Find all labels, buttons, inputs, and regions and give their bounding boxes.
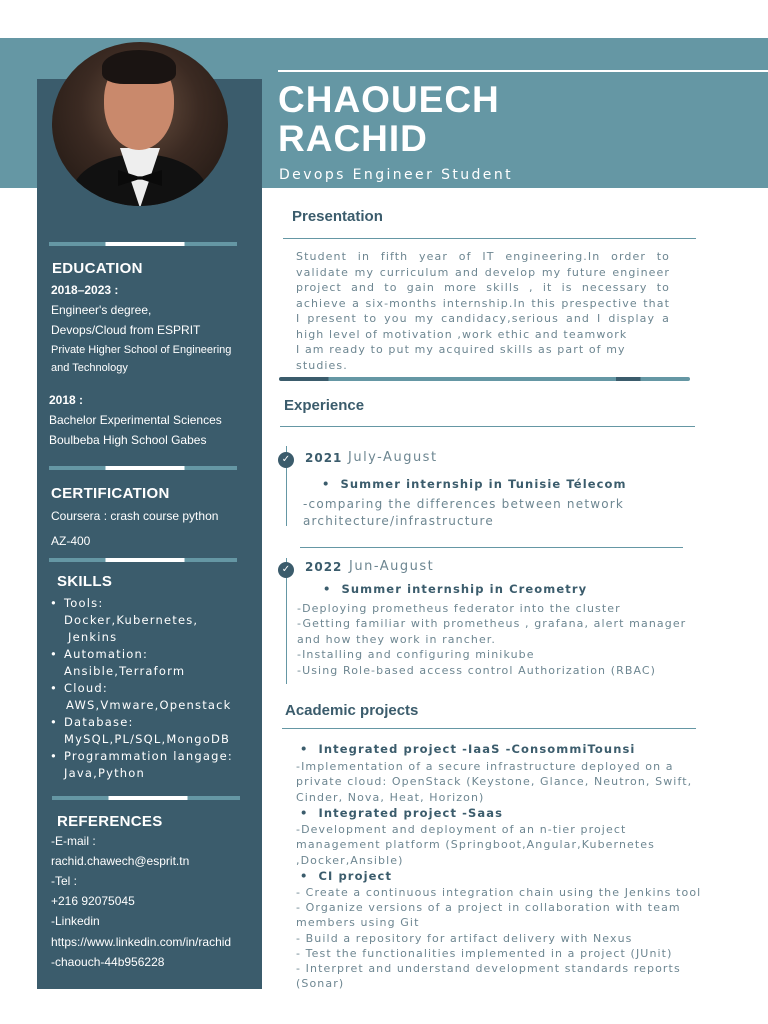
education-years-2: 2018 : [49, 393, 84, 407]
education-school: Private Higher School of Engineering [51, 344, 232, 356]
education-field: Devops/Cloud from ESPRIT [51, 323, 201, 337]
check-icon: ✓ [278, 562, 294, 578]
education-school-2: and Technology [51, 362, 128, 374]
experience-role: • Summer internship in Creometry [323, 582, 587, 596]
skill-item: • Tools: Docker,Kubernetes, Jenkins [48, 595, 258, 646]
project-name: • CI project [300, 869, 392, 883]
experience-period: July-August [348, 450, 438, 465]
tel-label: -Tel : [51, 874, 78, 888]
tel-value: +216 92075045 [51, 894, 135, 908]
project-name: • Integrated project -IaaS -ConsommiTounsi [300, 742, 635, 756]
linkedin-label: -Linkedin [51, 914, 100, 928]
presentation-title: Presentation [292, 208, 383, 225]
experience-description: -comparing the differences between network architecture/infrastructure [303, 497, 625, 528]
sidebar-divider [52, 796, 240, 800]
education-highschool: Boulbeba High School Gabes [49, 433, 207, 447]
skill-item: • Programmation langage: Java,Python [48, 748, 258, 782]
section-rule [283, 238, 696, 239]
sidebar-divider [49, 242, 237, 246]
job-title: Devops Engineer Student [279, 167, 513, 183]
experience-year: 2022 [305, 560, 343, 574]
academic-title: Academic projects [285, 702, 419, 719]
presentation-text-2: I am ready to put my acquired skills as part of my studies. [296, 343, 626, 372]
full-name: CHAOUECH RACHID [278, 79, 500, 159]
presentation-text: Student in fifth year of IT engineering.In order to validate my curriculum and develop my future engineer project and to gain more skills , it is necessary to achieve a six-months internship.In this prespective that I present to you my candidacy,serious and I display a high level of motivation ,work ethic and teamwork [296, 250, 670, 341]
experience-title: Experience [284, 397, 365, 414]
skill-item: • Cloud: AWS,Vmware,Openstack [48, 680, 258, 714]
education-degree: Engineer's degree, [51, 303, 152, 317]
check-icon: ✓ [278, 452, 294, 468]
skill-item: • Automation: Ansible,Terraform [48, 646, 258, 680]
skills-list [48, 595, 258, 782]
section-rule [280, 426, 695, 427]
profile-photo [52, 42, 228, 206]
linkedin-link[interactable]: https://www.linkedin.com/in/rachid [51, 935, 232, 949]
email-link[interactable]: rachid.chawech@esprit.tn [51, 854, 190, 868]
project-description: -Implementation of a secure infrastructure deployed on a private cloud: OpenStack (Keystone, Glance, Neutron, Swift, Cinder, Nova, Heat, Horizon) [296, 760, 693, 804]
certification-item: AZ-400 [51, 534, 91, 548]
project-description: - Create a continuous integration chain using the Jenkins tool - Organize versions of a project in collaboration with team members using Git - Build a repository for artifact delivery with Nexus - Test the functionalities implemented in a project (JUnit) - Interpret and understand development standards reports (Sonar) [296, 886, 702, 991]
sidebar-divider [49, 466, 237, 470]
education-title: EDUCATION [52, 260, 143, 277]
linkedin-link-2[interactable]: -chaouch-44b956228 [51, 955, 165, 969]
certification-title: CERTIFICATION [51, 485, 170, 502]
experience-description: -Deploying prometheus federator into the cluster -Getting familiar with prometheus , grafana, alert manager and how they work in rancher. -Installing and configuring minikube -Using Role-based access control Authorization (RBAC) [297, 602, 687, 677]
experience-period: Jun-August [349, 559, 435, 574]
certification-item: Coursera : crash course python [51, 509, 219, 523]
experience-role: • Summer internship in Tunisie Télecom [322, 477, 627, 491]
section-bar [279, 377, 690, 381]
sidebar-divider [49, 558, 237, 562]
section-rule [282, 728, 696, 729]
name-rule [278, 70, 768, 72]
email-label: -E-mail : [51, 834, 96, 848]
experience-year: 2021 [305, 451, 343, 465]
references-title: REFERENCES [57, 813, 163, 830]
section-rule [300, 547, 683, 548]
skills-title: SKILLS [57, 573, 113, 590]
education-bachelor: Bachelor Experimental Sciences [49, 413, 222, 427]
project-name: • Integrated project -Saas [300, 806, 503, 820]
education-years: 2018–2023 : [51, 283, 119, 297]
project-description: -Development and deployment of an n-tier project management platform (Springboot,Angular,Kubernetes ,Docker,Ansible) [296, 823, 655, 867]
skill-item: • Database: MySQL,PL/SQL,MongoDB [48, 714, 258, 748]
